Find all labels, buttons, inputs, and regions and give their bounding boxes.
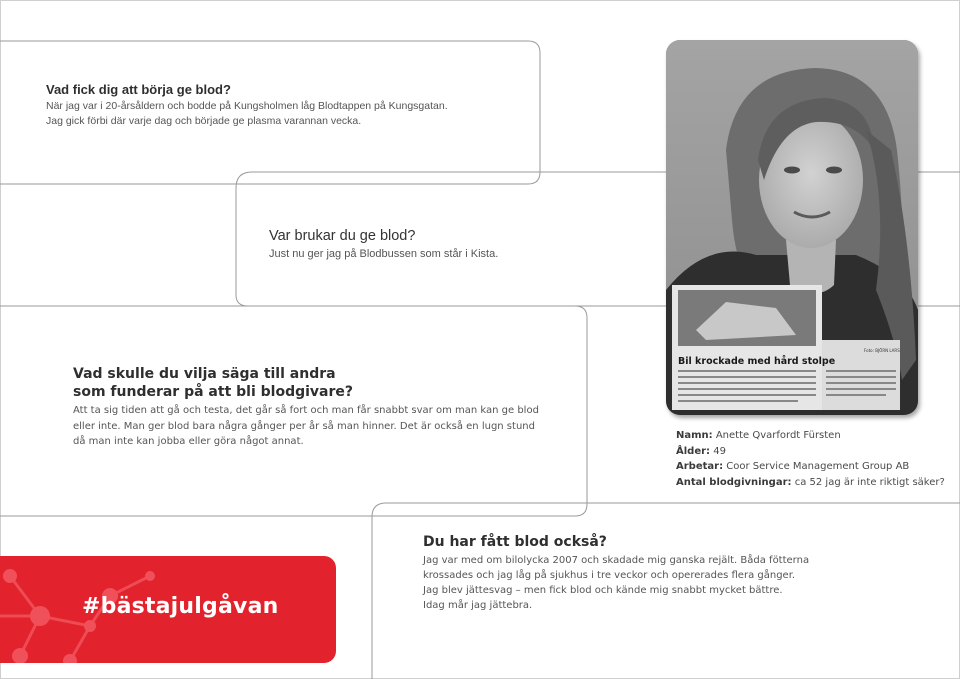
answer-text: När jag var i 20-årsåldern och bodde på Kungsholmen låg Blodtappen på Kungsgatan. Jag gick förbi där varje dag och började ge plasma varannan vecka.: [46, 100, 448, 127]
fact-donations: [676, 475, 946, 491]
fact-age: [676, 444, 946, 460]
fact-name: [676, 428, 946, 444]
qa-start-donating: [46, 82, 526, 129]
clipping-credit: Foto: BJÖRN LARS: [864, 348, 900, 353]
answer-text: Jag var med om bilolycka 2007 och skadade mig ganska rejält. Båda fötterna krossades och jag låg på sjukhus i tre veckor och opererades flera gånger. Jag blev jättesvag – men fick blod och kände mig snabbt mycket bättre. Idag mår jag jättebra.: [423, 555, 810, 611]
question-heading: Vad skulle du vilja säga till andra som funderar på att bli blodgivare?: [73, 366, 353, 400]
fact-label: Namn:: [676, 430, 713, 441]
qa-where-donate: [269, 227, 569, 262]
answer-text: Att ta sig tiden att gå och testa, det går så fort och man får snabbt svar om man kan ge blod eller inte. Man ger blod bara några gånger per år så man hinner. Det är också en lugn stund då man inte kan jobba eller göra något annat.: [73, 405, 539, 447]
profile-facts: [676, 428, 946, 490]
fact-work: [676, 459, 946, 475]
fact-label: Antal blodgivningar:: [676, 476, 792, 488]
portrait-illustration: [666, 40, 918, 415]
question-heading: Du har fått blod också?: [423, 534, 607, 550]
fact-value: Coor Service Management Group AB: [726, 461, 910, 472]
hashtag-text: #bästajulgåvan: [82, 594, 279, 619]
portrait-photo: [666, 40, 918, 415]
fact-label: Arbetar:: [676, 461, 724, 472]
fact-value: 49: [713, 445, 726, 457]
clipping-headline: Bil krockade med hård stolpe: [678, 356, 836, 367]
question-heading: Vad fick dig att börja ge blod?: [46, 82, 231, 97]
fact-value: Anette Qvarfordt Fürsten: [715, 430, 841, 441]
fact-label: Ålder:: [676, 445, 711, 457]
fact-value: ca 52 jag är inte riktigt säker?: [794, 476, 945, 488]
answer-text: Just nu ger jag på Blodbussen som står i Kista.: [269, 248, 499, 260]
question-heading: Var brukar du ge blod?: [269, 228, 416, 244]
qa-received-blood: [423, 533, 823, 613]
qa-advice-to-others: [73, 365, 543, 450]
